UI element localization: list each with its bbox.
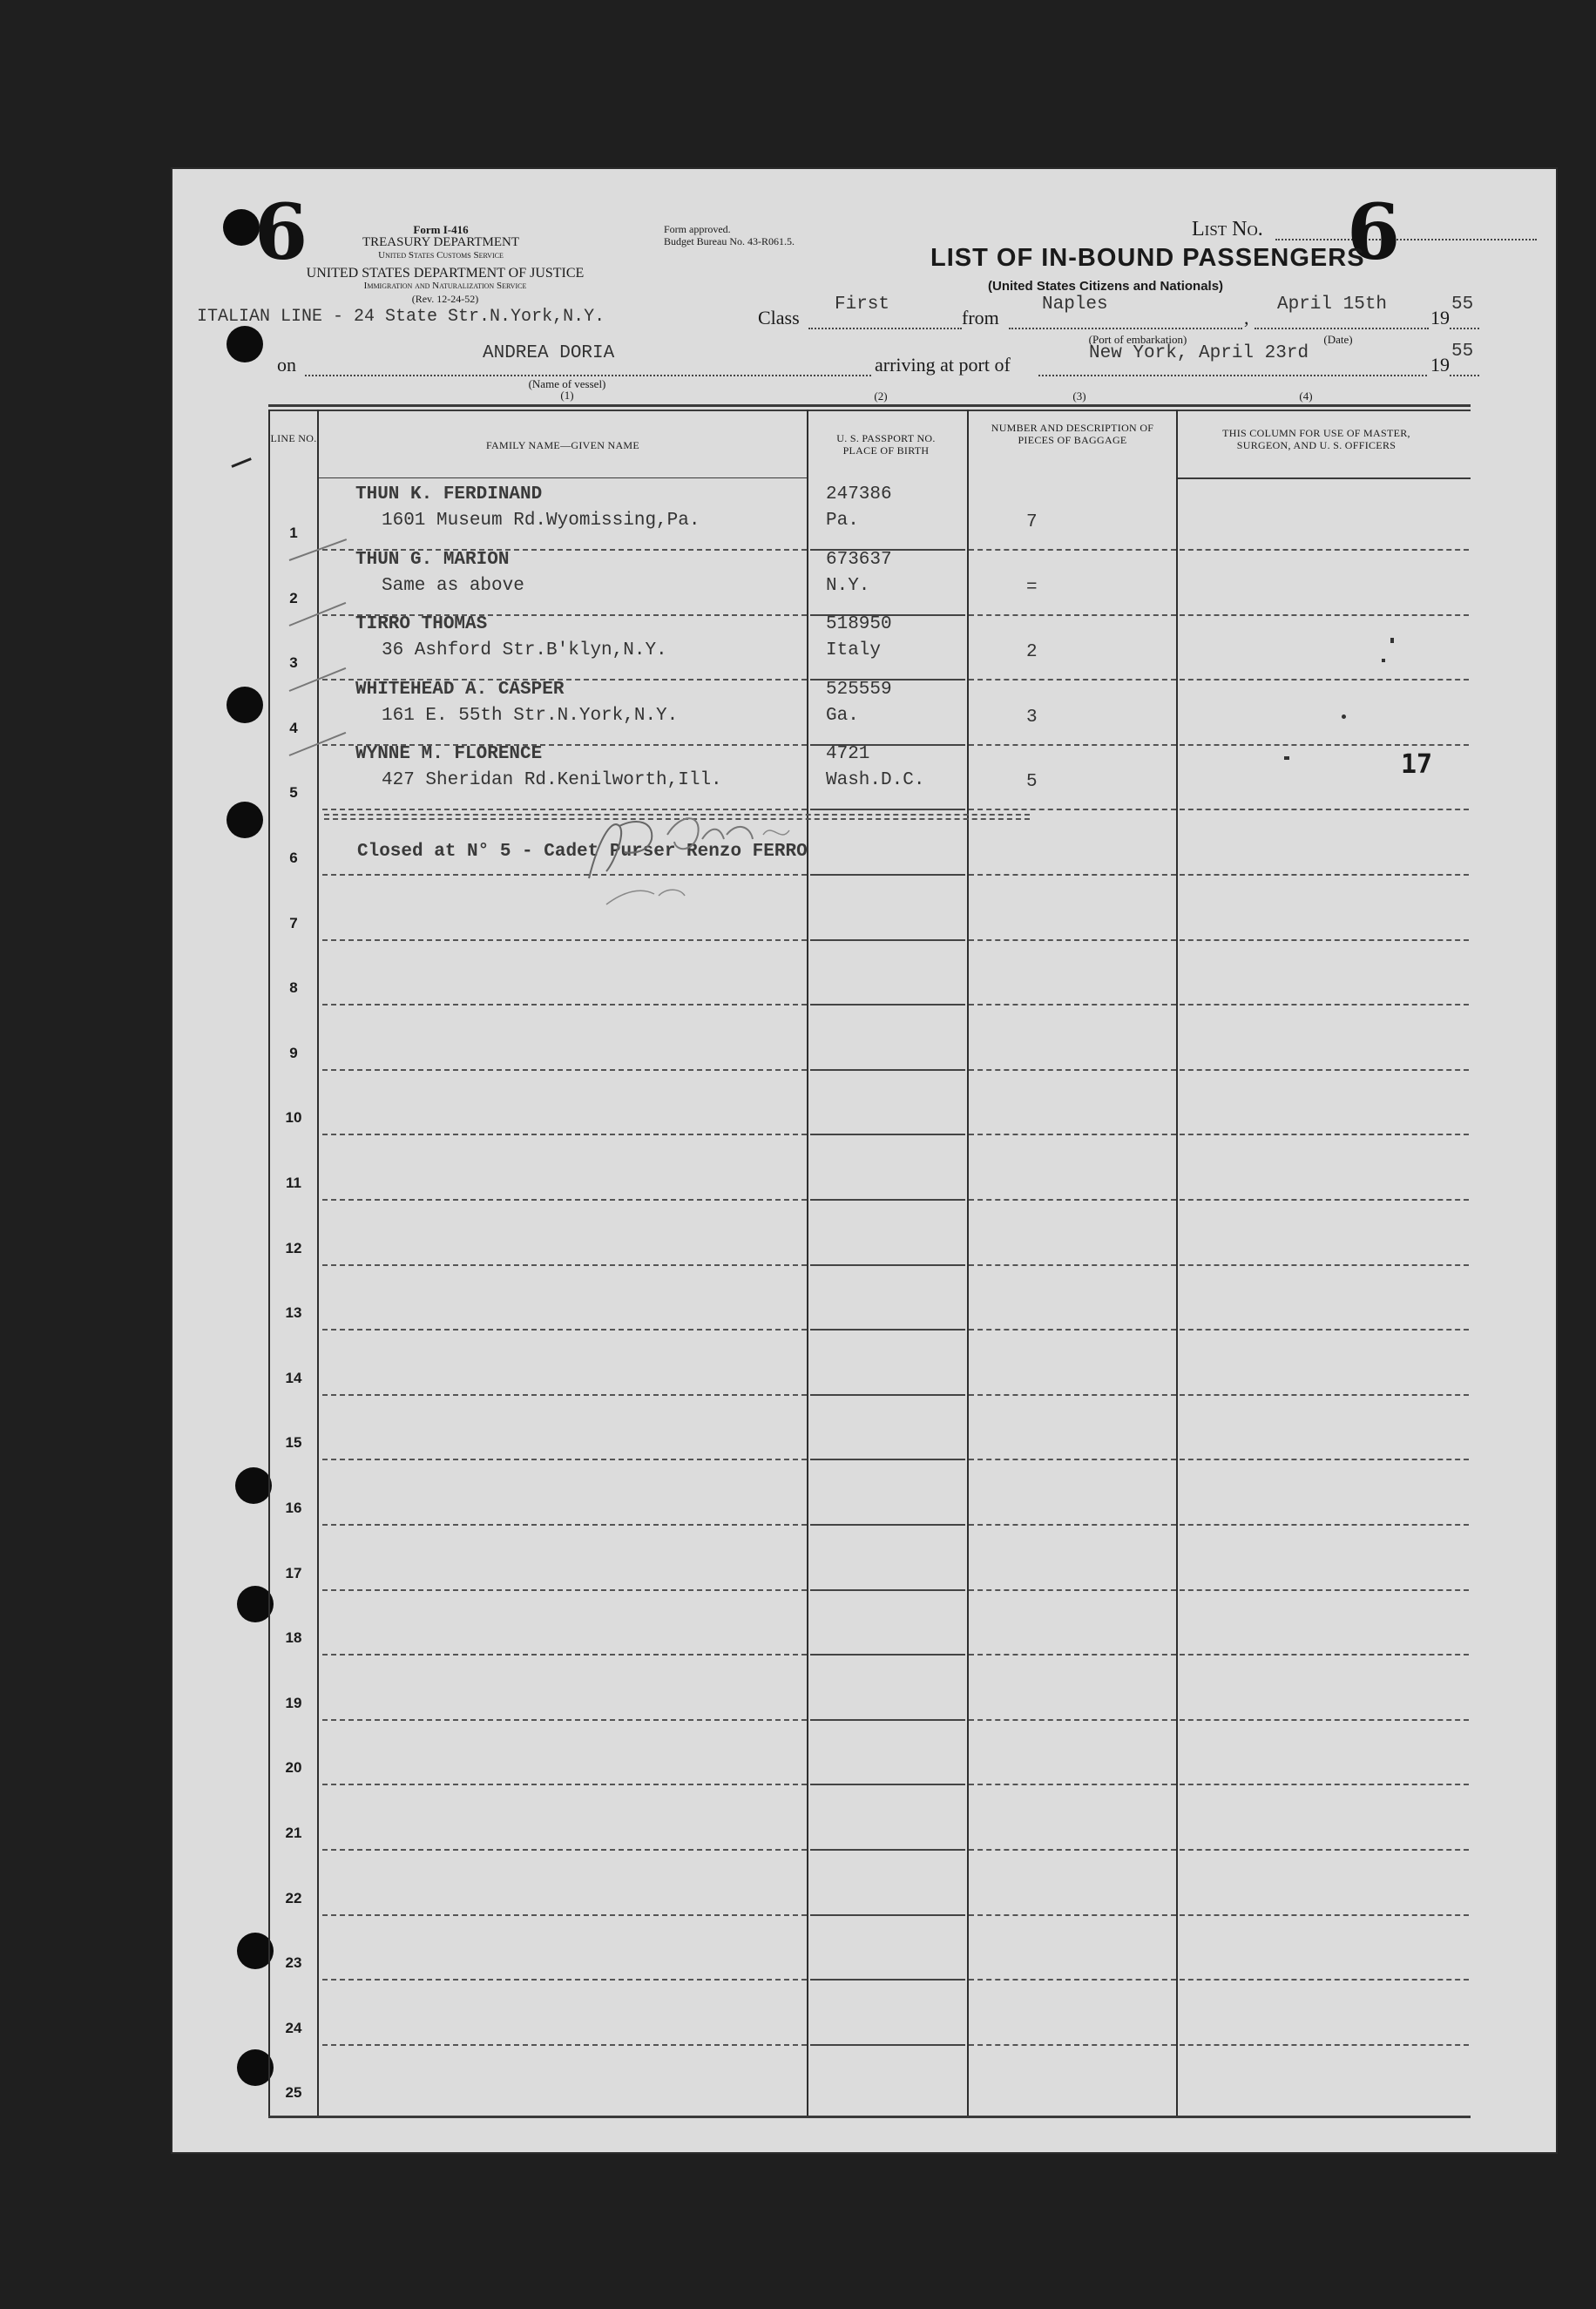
row-rule [810,939,965,941]
place-of-birth: Ga. [826,705,859,726]
row-rule [810,874,965,876]
line-number: 18 [285,1629,302,1647]
row-rule [1180,1914,1469,1916]
row-rule [810,1264,965,1266]
date-caption: (Date) [1323,333,1353,346]
arrival-year-dots [1450,375,1479,376]
row-rule [322,1004,807,1006]
line-number: 3 [289,654,298,672]
row-rule [322,1849,807,1851]
line-number: 19 [285,1694,302,1711]
row-rule [322,1719,807,1721]
row-rule [969,1199,1176,1201]
header-rule-right [1178,477,1471,479]
form-block [345,223,537,262]
baggage-divider [1176,410,1178,2117]
row-rule [810,1459,965,1460]
row-rule [810,1069,965,1071]
list-number-right: 6 [1347,186,1401,277]
baggage-count: 5 [1026,772,1038,793]
closing-note: Closed at N° 5 - Cadet Purser Renzo FERRO [357,842,808,862]
row-rule [322,1914,807,1916]
row-rule [969,1329,1176,1331]
row-rule [969,1394,1176,1396]
place-of-birth: Wash.D.C. [826,770,925,791]
passenger-address: Same as above [382,575,524,596]
officer-speck [1382,659,1385,662]
lineno-divider [317,410,319,2117]
passenger-name: TIRRO THOMAS [355,614,488,635]
row-rule [322,1199,807,1201]
row-rule [969,809,1176,810]
row-rule [322,2044,807,2046]
line-number: 20 [285,1759,302,1777]
row-rule [810,1719,965,1721]
table-bottom-rule [268,2116,1471,2118]
row-rule [1180,1654,1469,1656]
row-rule [969,1784,1176,1785]
row-rule [1180,1004,1469,1006]
col-header-name: FAMILY NAME—GIVEN NAME [485,439,640,451]
row-rule [810,1394,965,1396]
passport-number: 4721 [826,744,870,765]
row-rule [810,809,965,810]
row-rule [969,1654,1176,1656]
list-number-left: 6 [254,186,308,277]
baggage-count: = [1026,577,1038,598]
shipping-line: ITALIAN LINE - 24 State Str.N.York,N.Y. [197,307,605,327]
row-rule [1180,1459,1469,1460]
row-rule [1180,874,1469,876]
row-rule [1180,939,1469,941]
punch-hole [227,326,263,362]
row-rule [969,679,1176,681]
row-rule [969,874,1176,876]
justice-dept: UNITED STATES DEPARTMENT OF JUSTICE [306,266,585,281]
row-rule [322,1524,807,1526]
header-rule-name [319,477,807,478]
list-no-label: List No. [1192,218,1263,240]
officer-speck [1284,756,1289,760]
baggage-count: 2 [1026,642,1038,663]
caption-num-4: (4) [1299,389,1313,403]
row-rule [969,1589,1176,1591]
row-rule [322,1134,807,1135]
place-of-birth: Pa. [826,511,859,531]
passport-number: 525559 [826,679,892,700]
row-rule [810,2044,965,2046]
line-number: 9 [289,1044,298,1061]
row-rule [810,1589,965,1591]
row-rule [1180,679,1469,681]
row-rule [810,1329,965,1331]
passport-number: 247386 [826,484,892,504]
officer-speck [1342,714,1346,719]
row-rule [810,1004,965,1006]
row-rule [1180,1719,1469,1721]
line-number: 5 [289,784,298,802]
port-caption: (Port of embarkation) [1088,333,1187,346]
passport-number: 673637 [826,549,892,570]
row-rule [1180,1329,1469,1331]
passenger-name: THUN K. FERDINAND [355,484,543,504]
row-rule [1180,1134,1469,1135]
table-top-rule-2 [268,410,1471,411]
row-rule [969,549,1176,551]
line-number: 21 [285,1825,302,1841]
row-rule [1180,1069,1469,1071]
document-subtitle: (United States Citizens and Nationals) [988,279,1224,294]
row-rule [969,614,1176,616]
row-rule [322,1459,807,1460]
caption-num-1: (1) [560,389,574,402]
line-number: 17 [285,1564,302,1581]
col-header-baggage: NUMBER AND DESCRIPTION OF PIECES OF BAGGAGE [991,422,1154,446]
passenger-address: 1601 Museum Rd.Wyomissing,Pa. [382,511,700,531]
line-number: 16 [285,1500,302,1516]
comma-1: , [1244,307,1249,328]
line-number: 8 [289,979,298,997]
place-of-birth: Italy [826,640,882,661]
manifest-page [171,167,1558,2154]
row-rule [1180,614,1469,616]
row-rule [1180,1589,1469,1591]
col-header-passport: U. S. PASSPORT NO. PLACE OF BIRTH [836,432,936,457]
document-title: LIST OF IN-BOUND PASSENGERS [930,244,1365,272]
row-rule [322,1264,807,1266]
row-rule [1180,2044,1469,2046]
arrival-year-suffix: 55 [1451,342,1474,362]
line-number: 7 [289,914,298,931]
row-rule [322,1784,807,1785]
row-rule [1180,549,1469,551]
form-approved-block [664,223,795,247]
caption-num-3: (3) [1072,389,1086,403]
table-top-rule [268,404,1471,407]
punch-hole [227,687,263,723]
row-rule [810,1849,965,1851]
row-rule [969,1914,1176,1916]
line-number: 14 [285,1369,302,1386]
row-rule [969,939,1176,941]
arrival-year-prefix: 19 [1430,354,1450,376]
revision: (Rev. 12-24-52) [411,293,479,305]
passenger-address: 161 E. 55th Str.N.York,N.Y. [382,705,679,726]
line-number: 11 [286,1175,301,1191]
row-rule [322,1589,807,1591]
arrival-value: New York, April 23rd [1089,343,1309,363]
punch-hole [235,1467,272,1504]
line-number: 1 [289,525,298,541]
vessel-caption-text: (Name of vessel) [528,377,606,390]
passenger-name: WHITEHEAD A. CASPER [355,679,565,700]
line-number: 12 [285,1239,302,1256]
row-rule [1180,1264,1469,1266]
arriving-label: arriving at port of [875,354,1011,376]
row-rule [322,1329,807,1331]
row-rule [1180,1849,1469,1851]
from-dots [1009,328,1242,329]
year-prefix: 19 [1430,307,1450,328]
row-rule [810,1784,965,1785]
row-rule [1180,1784,1469,1785]
row-rule [969,1004,1176,1006]
line-number: 13 [285,1304,302,1322]
class-value: First [835,295,890,315]
embark-date: April 15th [1277,295,1388,315]
arrival-dots [1038,375,1427,376]
caption-num-2: (2) [874,389,888,403]
treasury-dept: TREASURY DEPARTMENT [362,235,520,249]
row-rule [322,1394,807,1396]
place-of-birth: N.Y. [826,575,870,596]
row-rule [322,1069,807,1071]
line-number: 22 [285,1889,302,1906]
row-rule [1180,1979,1469,1981]
baggage-count: 3 [1026,707,1038,728]
row-rule [969,1849,1176,1851]
row-rule [1180,809,1469,810]
col-header-line-no: LINE NO. [270,432,317,444]
row-rule [810,1199,965,1201]
class-dots [808,328,962,329]
embark-port: Naples [1042,295,1108,315]
vessel-name: ANDREA DORIA [483,343,615,363]
ins-service: Immigration and Naturalization Service [363,281,527,291]
line-number: 15 [285,1434,302,1452]
line-number: 6 [289,850,298,866]
row-rule [969,1134,1176,1135]
officer-speck [1390,638,1394,643]
row-rule [969,1719,1176,1721]
row-rule [810,1654,965,1656]
vessel-caption [502,378,632,401]
row-rule [969,1459,1176,1460]
row-rule [810,1979,965,1981]
line-number: 4 [289,719,298,736]
row-rule [810,1524,965,1526]
row-rule [810,1134,965,1135]
name-divider [807,410,808,2117]
purser-signature [571,791,833,913]
customs-service: United States Customs Service [378,250,504,261]
passenger-address: 36 Ashford Str.B'klyn,N.Y. [382,640,667,661]
form-number: Form I-416 [413,223,469,236]
row-rule [969,1979,1176,1981]
row-rule [1180,1394,1469,1396]
row-rule [1180,1524,1469,1526]
baggage-count: 7 [1026,512,1038,532]
punch-hole [227,802,263,838]
table-left-border [268,410,270,2117]
officer-mark: 17 [1401,749,1433,780]
year-dots [1450,328,1479,329]
check-stroke [231,457,251,468]
vessel-dots [305,375,871,376]
date-dots [1254,328,1429,329]
passenger-name: WYNNE M. FLORENCE [355,744,543,765]
row-rule [322,1979,807,1981]
line-number: 24 [285,2019,302,2036]
row-rule [322,939,807,941]
row-rule [1180,744,1469,746]
row-rule [810,1914,965,1916]
row-rule [969,1524,1176,1526]
passport-number: 518950 [826,614,892,635]
row-rule [969,1069,1176,1071]
passenger-name: THUN G. MARION [355,549,510,570]
row-rule [1180,1199,1469,1201]
col-header-officers: THIS COLUMN FOR USE OF MASTER, SURGEON, AND U. S. OFFICERS [1222,427,1410,451]
line-number: 23 [285,1954,302,1972]
row-rule [969,744,1176,746]
class-label: Class [758,307,800,328]
passenger-address: 427 Sheridan Rd.Kenilworth,Ill. [382,770,722,791]
list-no-dots [1275,239,1537,240]
row-rule [322,1654,807,1656]
justice-block [275,267,615,306]
line-number: 25 [285,2084,302,2102]
from-label: from [962,307,999,328]
year-suffix: 55 [1451,295,1474,315]
row-rule [969,2044,1176,2046]
form-approved: Form approved. [664,223,731,235]
on-label: on [277,354,296,376]
budget-bureau: Budget Bureau No. 43-R061.5. [664,235,795,247]
row-rule [969,1264,1176,1266]
line-number: 2 [289,589,298,606]
line-number: 10 [285,1109,302,1127]
